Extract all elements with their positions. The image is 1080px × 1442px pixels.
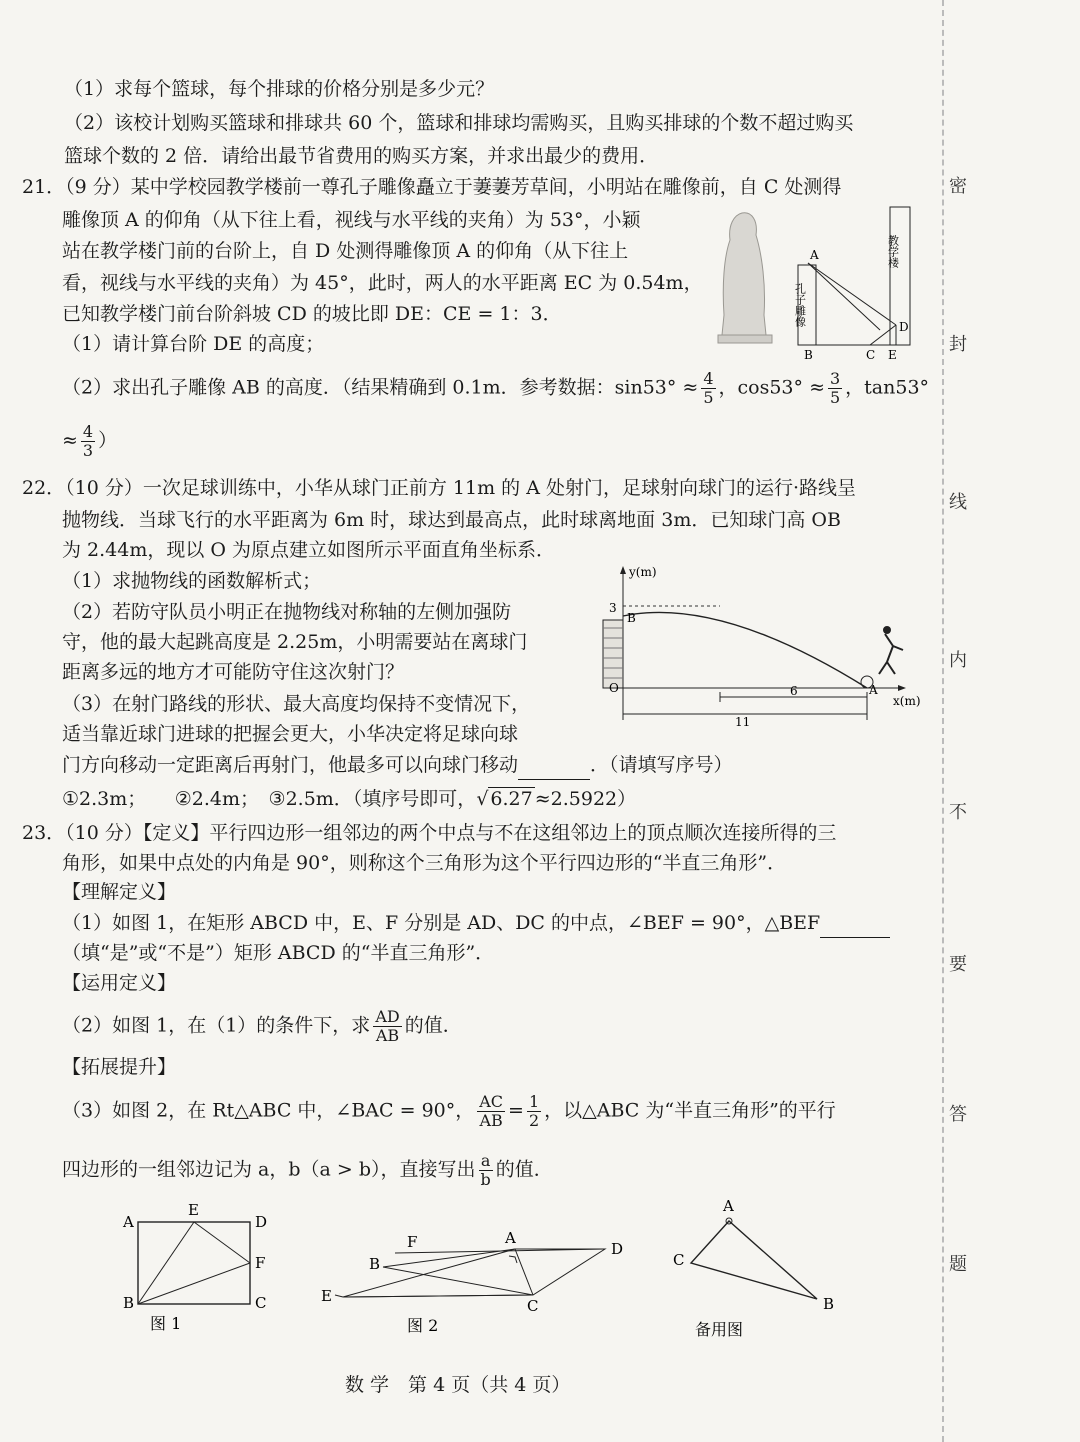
label-d: D: [899, 320, 909, 334]
line-eb: [138, 1222, 194, 1304]
q23-section-apply: 【运用定义】: [62, 972, 177, 994]
q23-part1-text: （1）如图 1，在矩形 ABCD 中，E、F 分别是 AD、DC 的中点，∠BEF = 90°，△BEF: [62, 912, 821, 934]
label-b: B: [627, 611, 636, 625]
q23-part2: [62, 1008, 462, 1045]
answer-blank[interactable]: [820, 917, 890, 938]
rect-abcd: [138, 1222, 250, 1304]
q23-part1: [62, 908, 890, 938]
parabola-path: [623, 612, 867, 688]
triangle-abc: [691, 1221, 817, 1299]
q22-part3-line3: [62, 750, 733, 780]
q22-options-approx: ≈2.5922）: [534, 788, 637, 810]
slope-cd: [870, 325, 896, 345]
frac-den: 2: [528, 1111, 540, 1130]
frac-den: AB: [375, 1026, 400, 1045]
label-c: C: [673, 1251, 685, 1269]
label-c: C: [527, 1297, 539, 1315]
approx-sign: ≈: [62, 429, 78, 452]
fraction-ac-ab: [477, 1093, 505, 1130]
q21-tan-value: [62, 423, 117, 460]
label-eleven: 11: [735, 715, 751, 727]
frac-num: 4: [703, 369, 714, 388]
label-e: E: [321, 1287, 332, 1305]
right-angle-mark: [509, 1256, 517, 1263]
label-a: A: [810, 248, 819, 262]
label-a: A: [723, 1197, 734, 1215]
x-arrow: [898, 685, 906, 691]
frac-num: AC: [479, 1092, 504, 1111]
caption-fig1: 图 1: [150, 1314, 182, 1333]
spare-figure: [665, 1195, 845, 1345]
q22-options-text: ①2.3m； ②2.4m； ③2.5m．（填序号即可，: [62, 788, 477, 810]
q21-part2-text: （2）求出孔子雕像 AB 的高度．（结果精确到 0.1m．参考数据：sin53° ≈: [62, 376, 699, 399]
frac-den: 3: [82, 441, 94, 460]
frac-num: a: [479, 1152, 493, 1171]
label-a: A: [869, 683, 878, 697]
q22-part1: （1）求抛物线的函数解析式；: [62, 570, 322, 592]
q23-part2-end: 的值．: [404, 1014, 462, 1037]
label-three: 3: [609, 601, 617, 615]
label-b: B: [369, 1255, 381, 1273]
label-o: O: [609, 681, 619, 695]
q21-line2: 雕像顶 A 的仰角（从下往上看，视线与水平线的夹角）为 53°，小颖: [62, 209, 641, 231]
label-c: C: [255, 1294, 267, 1312]
binding-char: 线: [949, 492, 967, 513]
label-b: B: [123, 1294, 135, 1312]
frac-den: AB: [479, 1111, 503, 1130]
answer-blank[interactable]: [518, 759, 590, 780]
frac-num: 3: [829, 369, 841, 388]
equals-sign: =: [508, 1099, 524, 1122]
q23-part2-text: （2）如图 1，在（1）的条件下，求: [62, 1014, 371, 1037]
q22-part3-line2: 适当靠近球门进球的把握会更大，小华决定将足球向球: [62, 723, 519, 745]
player-figure: [879, 634, 903, 674]
q21-tan: ，tan53°: [845, 376, 930, 399]
line-a-c: [808, 263, 880, 330]
frac-num: AD: [375, 1007, 400, 1026]
label-a: A: [123, 1213, 134, 1231]
q23-part3-text2: 四边形的一组邻边记为 a，b（a > b），直接写出: [62, 1158, 476, 1181]
frac-num: 1: [528, 1092, 540, 1111]
q22-part2-line2: 守，他的最大起跳高度是 2.25m，小明需要站在离球门: [62, 631, 528, 653]
q23-section-extend: 【拓展提升】: [62, 1056, 177, 1078]
q23-part3-text: （3）如图 2，在 Rt△ABC 中，∠BAC = 90°，: [62, 1099, 475, 1122]
label-x: x(m): [893, 694, 921, 708]
label-a: A: [505, 1229, 516, 1247]
caption-fig2: 图 2: [407, 1316, 439, 1335]
binding-margin: [940, 0, 1080, 1442]
q23-section-understand: 【理解定义】: [62, 881, 177, 903]
q23-line2: 角形，如果中点处的内角是 90°，则称这个三角形为这个平行四边形的“半直三角形”．: [62, 852, 787, 874]
fraction-cos: [828, 370, 842, 407]
q21-line4: 看，视线与水平线的夹角）为 45°，此时，两人的水平距离 EC 为 0.54m，: [62, 272, 703, 294]
frac-num: 4: [82, 422, 94, 441]
fraction-tan: [81, 423, 95, 460]
q21-line5: 已知教学楼门前台阶斜坡 CD 的坡比即 DE：CE = 1：3．: [62, 303, 562, 325]
q23-part3-cont: ，以△ABC 为“半直三角形”的平行: [544, 1099, 836, 1122]
q22-part3-hint: ．（请填写序号）: [590, 754, 733, 776]
q23-part1-hint: （填“是”或“不是”）矩形 ABCD 的“半直三角形”．: [62, 942, 495, 964]
line-a-d: [808, 263, 896, 325]
fraction-half: [527, 1093, 541, 1130]
figure-2: [315, 1225, 635, 1345]
label-y: y(m): [629, 565, 657, 579]
q23-part3-line2: [62, 1152, 553, 1189]
fraction-sin: [701, 370, 715, 407]
q21-cos: ，cos53° ≈: [718, 376, 825, 399]
binding-char: 不: [949, 802, 967, 823]
q22-line3: 为 2.44m，现以 O 为原点建立如图所示平面直角坐标系．: [62, 539, 556, 561]
frac-den: 5: [829, 388, 841, 407]
fraction-a-b: [479, 1152, 493, 1189]
para-outline: [343, 1249, 605, 1297]
q22-stem: 22．（10 分）一次足球训练中，小华从球门正前方 11m 的 A 处射门，足球射向球门的运行·路线呈: [22, 477, 857, 499]
label-statue: 孔子雕像: [793, 283, 807, 327]
binding-char: 答: [949, 1104, 967, 1125]
label-f: F: [407, 1233, 418, 1251]
q21-stem: 21．（9 分）某中学校园教学楼前一尊孔子雕像矗立于萋萋芳草间，小明站在雕像前，自 C 处测得: [22, 176, 842, 198]
label-f: F: [255, 1254, 266, 1272]
q23-stem: 23．（10 分）【定义】平行四边形一组邻边的两个中点与不在这组邻边上的顶点顺次连接所得的三: [22, 822, 837, 844]
sqrt-radicand: 6.27: [490, 788, 533, 810]
page-footer: 数 学 第 4 页（共 4 页）: [345, 1374, 571, 1396]
y-arrow: [620, 566, 626, 574]
q21-line3: 站在教学楼门前的台阶上，自 D 处测得雕像顶 A 的仰角（从下往上: [62, 240, 629, 262]
label-b: B: [804, 348, 813, 362]
q22-part3: （3）在射门路线的形状、最大高度均保持不变情况下，: [62, 693, 531, 715]
player-head: [883, 626, 891, 634]
label-building: 教学楼: [886, 235, 900, 268]
q22-line2: 抛物线．当球飞行的水平距离为 6m 时，球达到最高点，此时球离地面 3m．已知球门高 OB: [62, 509, 841, 531]
label-d: D: [611, 1240, 624, 1258]
line-bf: [138, 1263, 250, 1304]
fraction-ad-ab: [373, 1008, 401, 1045]
q22-part3-text: 门方向移动一定距离后再射门，他最多可以向球门移动: [62, 754, 519, 776]
tick: [335, 1295, 343, 1297]
q20-part2: （2）该校计划购买篮球和排球共 60 个，篮球和排球均需购买，且购买排球的个数不超过购买: [64, 112, 854, 134]
binding-char: 要: [949, 954, 967, 975]
binding-char: 题: [949, 1254, 967, 1275]
line-ac: [515, 1249, 533, 1295]
line-ef: [194, 1222, 250, 1263]
statue-base: [718, 335, 772, 343]
label-b: B: [823, 1295, 835, 1313]
binding-char: 密: [949, 176, 967, 197]
binding-char: 封: [949, 334, 967, 355]
q21-part1: （1）请计算台阶 DE 的高度；: [62, 333, 325, 355]
q20-part2-cont: 篮球个数的 2 倍．请给出最节省费用的购买方案，并求出最少的费用．: [64, 145, 659, 167]
label-e: E: [188, 1201, 199, 1219]
statue-photo: [722, 213, 766, 335]
q23-part3: [62, 1093, 836, 1130]
label-e: E: [888, 348, 897, 362]
binding-char: 内: [949, 650, 967, 671]
frac-den: b: [480, 1170, 491, 1189]
label-six: 6: [790, 684, 798, 698]
close-paren: ）: [98, 429, 118, 452]
q21-part2: [62, 370, 929, 407]
q21-statue-figure: [700, 195, 920, 365]
caption-spare: 备用图: [695, 1320, 744, 1339]
q22-part2-line3: 距离多远的地方才可能防守住这次射门？: [62, 661, 405, 683]
q23-part3-end: 的值．: [495, 1158, 553, 1181]
frac-den: 5: [703, 388, 714, 407]
q20-part1: （1）求每个篮球，每个排球的价格分别是多少元？: [64, 78, 495, 100]
label-d: D: [255, 1213, 268, 1231]
q22-options: ①2.3m； ②2.4m； ③2.5m．（填序号即可，√ 6.27 ≈2.5922）: [62, 788, 637, 810]
line-bc: [383, 1267, 533, 1295]
q22-part2: （2）若防守队员小明正在抛物线对称轴的左侧加强防: [62, 601, 512, 623]
q22-parabola-figure: [595, 562, 930, 727]
label-c: C: [866, 348, 876, 362]
figure-1: [115, 1195, 285, 1335]
line-ec: [343, 1295, 533, 1297]
